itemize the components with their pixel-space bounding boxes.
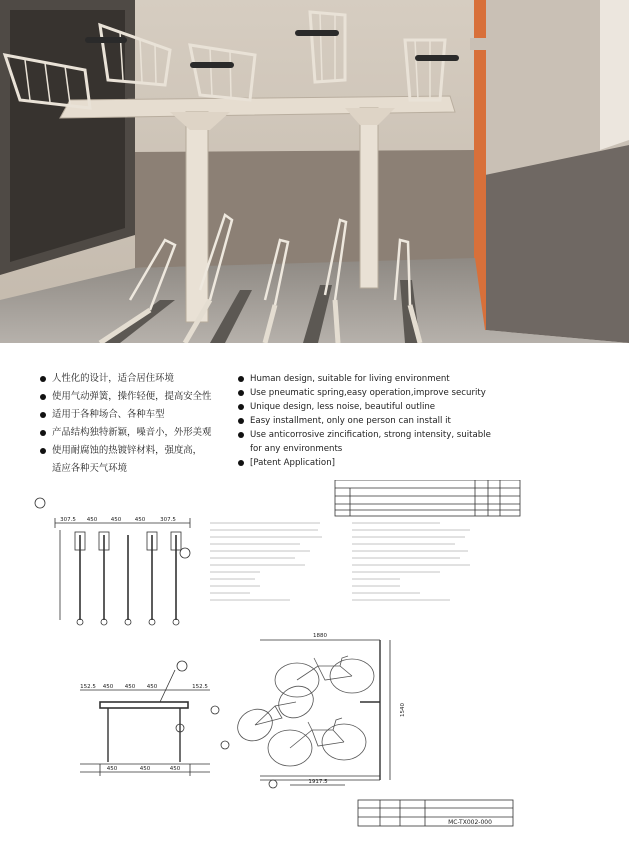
parts-table <box>335 480 520 516</box>
feature-cn-item: 使用耐腐蚀的热镀锌材料，强度高， <box>40 444 240 462</box>
bullet-icon <box>238 460 244 466</box>
dim-depth: 1880 <box>313 633 327 639</box>
feature-cn-item: 适用于各种场合、各种车型 <box>40 408 240 426</box>
dim-side-3: 450 <box>146 684 158 690</box>
feature-cn-item: 产品结构独特新颖，噪音小，外形美观 <box>40 426 240 444</box>
bullet-icon <box>40 430 46 436</box>
dim-top-3: 450 <box>134 517 146 523</box>
dim-base: 1917.5 <box>308 779 328 785</box>
dim-bottom-0: 450 <box>106 766 118 772</box>
dim-side-0: 152.5 <box>80 684 96 690</box>
product-photo <box>0 0 629 343</box>
dim-side-4: 152.5 <box>192 684 208 690</box>
feature-en-item: [Patent Application] <box>238 456 618 470</box>
dim-top-1: 450 <box>86 517 98 523</box>
dim-bottom-1: 450 <box>139 766 151 772</box>
dim-bottom-2: 450 <box>169 766 181 772</box>
features-english <box>238 372 618 470</box>
bullet-icon <box>40 448 46 454</box>
feature-cn-item: 适应各种天气环境 <box>52 463 128 474</box>
feature-cn-item: 人性化的设计，适合居住环境 <box>40 372 240 390</box>
feature-en-item: Use anticorrosive zincification, strong intensity, suitable <box>238 428 618 442</box>
bullet-icon <box>238 404 244 410</box>
bullet-icon <box>40 412 46 418</box>
bullet-icon <box>238 418 244 424</box>
dim-side-2: 450 <box>124 684 136 690</box>
feature-en-item: Use pneumatic spring,easy operation,improve security <box>238 386 618 400</box>
feature-en-item: Human design, suitable for living environment <box>238 372 618 386</box>
bullet-icon <box>238 390 244 396</box>
engineering-drawing-svg <box>0 480 629 846</box>
bike-rack-photo <box>0 0 629 343</box>
dim-height: 1540 <box>400 703 406 717</box>
plan-beam <box>100 702 188 708</box>
feature-en-item: Easy installment, only one person can install it <box>238 414 618 428</box>
technical-drawing <box>0 480 629 846</box>
title-block-code: MC-TX002-000 <box>448 819 492 826</box>
dim-top-0: 307.5 <box>60 517 76 523</box>
post-left <box>186 112 208 322</box>
dim-top-4: 307.5 <box>160 517 176 523</box>
post-right <box>360 108 378 288</box>
feature-cn-item: 使用气动弹簧，操作轻便，提高安全性 <box>40 390 240 408</box>
bullet-icon <box>40 376 46 382</box>
feature-list <box>0 343 629 480</box>
feature-en-item: Unique design, less noise, beautiful outline <box>238 400 618 414</box>
dim-side-1: 450 <box>102 684 114 690</box>
bullet-icon <box>40 394 46 400</box>
feature-en-item: for any environments <box>250 444 343 454</box>
bullet-icon <box>238 376 244 382</box>
features-chinese <box>40 372 240 480</box>
bullet-icon <box>238 432 244 438</box>
dim-top-2: 450 <box>110 517 122 523</box>
view-marker <box>35 498 45 508</box>
